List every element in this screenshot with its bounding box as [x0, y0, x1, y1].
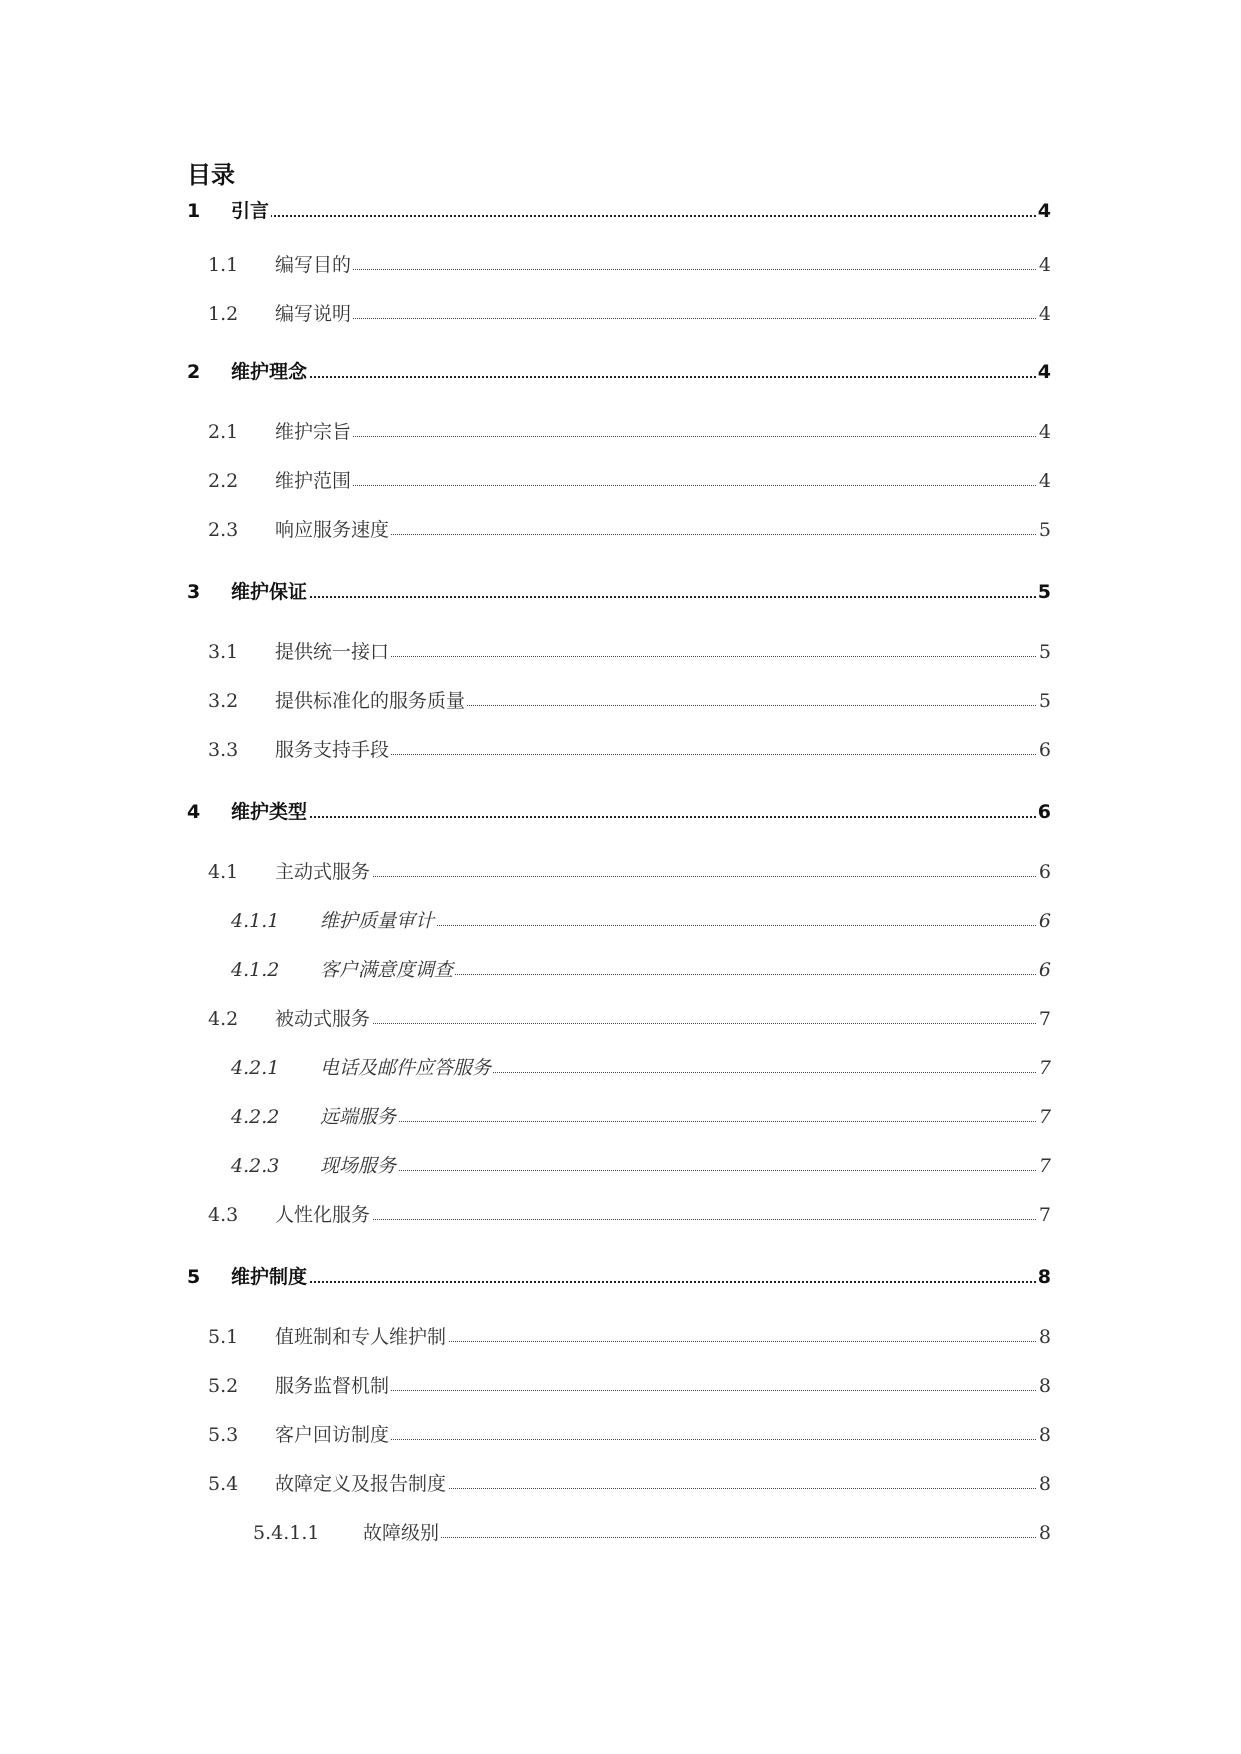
toc-entry[interactable]	[0, 466, 1241, 496]
toc-entry-number: 2.3	[208, 519, 239, 541]
toc-entry-number: 5.4	[208, 1473, 239, 1495]
toc-entry-number: 5.3	[208, 1424, 239, 1446]
toc-entry-text: 客户回访制度	[275, 1420, 391, 1450]
toc-entry-text: 提供统一接口	[275, 637, 391, 667]
toc-entry-page: 8	[1037, 1371, 1051, 1401]
toc-entry-number: 2.1	[208, 421, 239, 443]
toc-entry-number: 3	[187, 581, 201, 603]
toc-entry-text: 主动式服务	[275, 857, 372, 887]
toc-entry[interactable]	[0, 1469, 1241, 1499]
toc-entry-page: 8	[1037, 1518, 1051, 1548]
toc-entry-page: 6	[1037, 955, 1051, 985]
toc-entry-page: 7	[1037, 1053, 1051, 1083]
toc-entry-page: 7	[1037, 1200, 1051, 1230]
toc-entry-number: 1	[187, 200, 201, 222]
toc-entry-text: 被动式服务	[275, 1004, 372, 1034]
toc-entry-page: 7	[1037, 1102, 1051, 1132]
toc-entry-text: 维护制度	[231, 1262, 309, 1292]
toc-entry-page: 5	[1037, 686, 1051, 716]
toc-entry-text: 维护范围	[275, 466, 353, 496]
dot-leader	[320, 1121, 1048, 1122]
toc-entry-text: 服务支持手段	[275, 735, 391, 765]
toc-entry-number: 1.1	[208, 254, 239, 276]
toc-entry-number: 4.2.3	[231, 1155, 280, 1177]
dot-leader	[275, 876, 1048, 877]
toc-entry-number: 4.2.1	[231, 1057, 280, 1079]
toc-entry-number: 2.2	[208, 470, 239, 492]
toc-entry-page: 4	[1037, 250, 1051, 280]
toc-entry-page: 4	[1037, 466, 1051, 496]
toc-entry-page: 5	[1037, 515, 1051, 545]
toc-entry-text: 响应服务速度	[275, 515, 391, 545]
toc-entry[interactable]	[0, 1518, 1241, 1548]
toc-entry[interactable]	[0, 857, 1241, 887]
toc-entry-text: 服务监督机制	[275, 1371, 391, 1401]
toc-entry-page: 5	[1037, 577, 1051, 607]
toc-entry[interactable]	[0, 1004, 1241, 1034]
toc-entry-number: 4	[187, 801, 201, 823]
toc-entry[interactable]	[0, 797, 1241, 827]
toc-entry-number: 4.3	[208, 1204, 239, 1226]
toc-entry[interactable]	[0, 515, 1241, 545]
dot-leader	[275, 318, 1048, 319]
dot-leader	[275, 485, 1048, 486]
toc-entry-text: 故障定义及报告制度	[275, 1469, 448, 1499]
toc-entry[interactable]	[0, 250, 1241, 280]
toc-entry[interactable]	[0, 1420, 1241, 1450]
toc-entry[interactable]	[0, 357, 1241, 387]
dot-leader	[275, 1219, 1048, 1220]
toc-entry-text: 电话及邮件应答服务	[320, 1053, 493, 1083]
toc-entry[interactable]	[0, 1262, 1241, 1292]
toc-entry-page: 6	[1037, 857, 1051, 887]
toc-entry-page: 8	[1037, 1420, 1051, 1450]
toc-entry-number: 5	[187, 1266, 201, 1288]
toc-entry[interactable]	[0, 1053, 1241, 1083]
toc-entry-text: 客户满意度调查	[320, 955, 455, 985]
toc-entry[interactable]	[0, 1200, 1241, 1230]
dot-leader	[275, 269, 1048, 270]
dot-leader	[231, 816, 1048, 818]
dot-leader	[275, 1023, 1048, 1024]
toc-entry-number: 1.2	[208, 303, 239, 325]
toc-title: 目录	[187, 161, 235, 189]
toc-entry-number: 3.3	[208, 739, 239, 761]
toc-entry-page: 4	[1037, 299, 1051, 329]
toc-entry-page: 6	[1037, 906, 1051, 936]
toc-entry-text: 维护宗旨	[275, 417, 353, 447]
toc-entry-text: 引言	[231, 196, 271, 226]
toc-entry-text: 故障级别	[363, 1518, 441, 1548]
toc-entry-page: 8	[1037, 1469, 1051, 1499]
toc-entry-text: 现场服务	[320, 1151, 398, 1181]
dot-leader	[231, 1281, 1048, 1283]
toc-entry-number: 5.1	[208, 1326, 239, 1348]
toc-entry-page: 4	[1037, 417, 1051, 447]
toc-entry-text: 维护质量审计	[320, 906, 436, 936]
dot-leader	[363, 1537, 1048, 1538]
toc-entry-text: 远端服务	[320, 1102, 398, 1132]
toc-entry-text: 维护保证	[231, 577, 309, 607]
dot-leader	[231, 376, 1048, 378]
toc-entry[interactable]	[0, 417, 1241, 447]
toc-entry[interactable]	[0, 955, 1241, 985]
toc-entry[interactable]	[0, 1102, 1241, 1132]
toc-entry-page: 6	[1037, 797, 1051, 827]
toc-entry-number: 4.1.2	[231, 959, 280, 981]
toc-entry[interactable]	[0, 1371, 1241, 1401]
dot-leader	[275, 436, 1048, 437]
toc-entry-number: 3.1	[208, 641, 239, 663]
toc-entry-text: 值班制和专人维护制	[275, 1322, 448, 1352]
toc-entry-text: 维护类型	[231, 797, 309, 827]
toc-entry-number: 2	[187, 361, 201, 383]
toc-entry-number: 5.2	[208, 1375, 239, 1397]
toc-entry-page: 8	[1037, 1262, 1051, 1292]
toc-entry[interactable]	[0, 686, 1241, 716]
toc-entry[interactable]	[0, 196, 1241, 226]
toc-entry[interactable]	[0, 299, 1241, 329]
toc-entry-page: 4	[1037, 357, 1051, 387]
toc-entry[interactable]	[0, 637, 1241, 667]
toc-entry-text: 编写目的	[275, 250, 353, 280]
toc-entry-text: 维护理念	[231, 357, 309, 387]
toc-entry-page: 4	[1037, 196, 1051, 226]
dot-leader	[231, 596, 1048, 598]
toc-entry-page: 7	[1037, 1004, 1051, 1034]
toc-entry[interactable]	[0, 735, 1241, 765]
toc-entry-number: 4.1.1	[231, 910, 280, 932]
dot-leader	[320, 1170, 1048, 1171]
toc-entry-page: 5	[1037, 637, 1051, 667]
toc-entry[interactable]	[0, 1151, 1241, 1181]
toc-entry-text: 编写说明	[275, 299, 353, 329]
toc-entry-page: 7	[1037, 1151, 1051, 1181]
dot-leader	[231, 215, 1048, 217]
toc-entry-number: 3.2	[208, 690, 239, 712]
toc-entry-text: 提供标准化的服务质量	[275, 686, 467, 716]
toc-entry[interactable]	[0, 1322, 1241, 1352]
toc-entry[interactable]	[0, 906, 1241, 936]
toc-entry-page: 6	[1037, 735, 1051, 765]
toc-entry[interactable]	[0, 577, 1241, 607]
toc-entry-number: 5.4.1.1	[253, 1522, 320, 1544]
toc-entry-number: 4.2	[208, 1008, 239, 1030]
toc-entry-page: 8	[1037, 1322, 1051, 1352]
toc-entry-number: 4.1	[208, 861, 239, 883]
toc-entry-text: 人性化服务	[275, 1200, 372, 1230]
toc-entry-number: 4.2.2	[231, 1106, 280, 1128]
